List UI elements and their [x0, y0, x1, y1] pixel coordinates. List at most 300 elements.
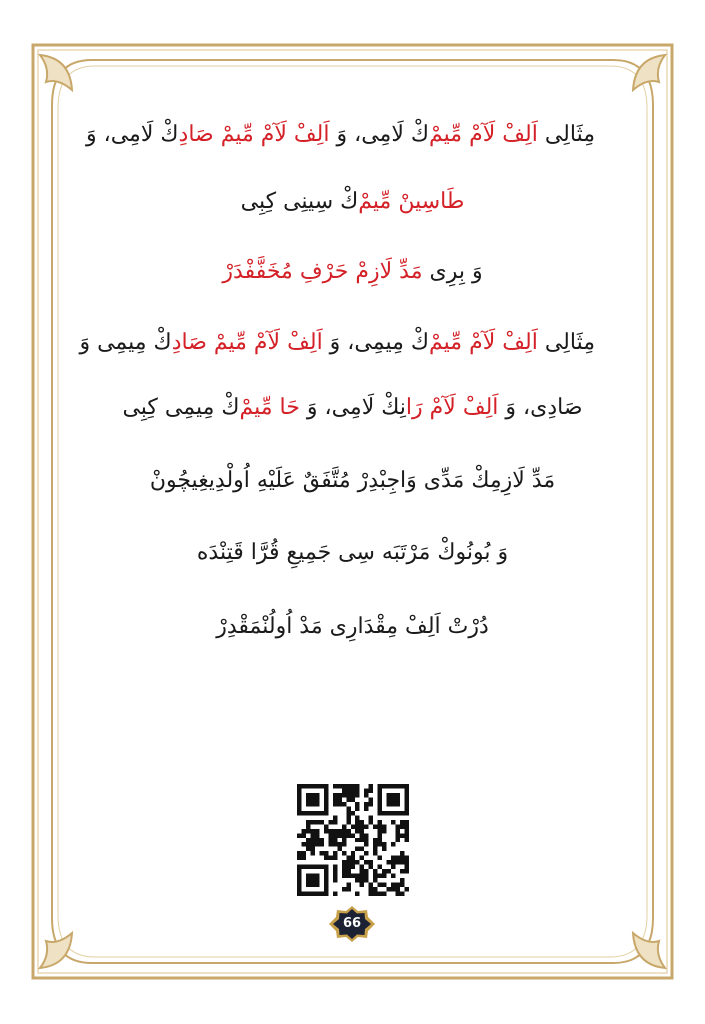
qr-module: [310, 797, 314, 801]
text-line-8: [110, 612, 595, 642]
qr-module: [400, 856, 404, 860]
qr-module: [405, 802, 409, 806]
qr-module: [364, 788, 368, 792]
qr-module: [319, 851, 323, 855]
qr-module: [355, 847, 359, 851]
qr-module: [324, 874, 328, 878]
qr-module: [369, 802, 373, 806]
qr-module: [369, 883, 373, 887]
qr-module: [355, 860, 359, 864]
qr-module: [297, 806, 301, 810]
qr-module: [310, 793, 314, 797]
qr-module: [342, 833, 346, 837]
qr-module: [301, 829, 305, 833]
qr-module: [369, 887, 373, 891]
qr-module: [346, 811, 350, 815]
qr-module: [346, 860, 350, 864]
qr-module: [306, 802, 310, 806]
qr-module: [301, 865, 305, 869]
qr-module: [306, 797, 310, 801]
qr-module: [310, 838, 314, 842]
qr-module: [297, 802, 301, 806]
qr-module: [382, 842, 386, 846]
qr-module: [391, 883, 395, 887]
qr-module: [391, 797, 395, 801]
segment: وَ بِرِى: [422, 259, 483, 284]
segment-highlight: طَاسِينْ مِّيمْ: [358, 189, 465, 214]
segment-highlight: اَلِفْ لَآمْ مِّيمْ: [429, 330, 538, 355]
segment: ﻙْ لَامِى، وَ: [86, 122, 179, 147]
qr-module: [324, 788, 328, 792]
qr-module: [315, 793, 319, 797]
qr-module: [315, 802, 319, 806]
qr-module: [351, 788, 355, 792]
qr-module: [342, 865, 346, 869]
qr-module: [378, 802, 382, 806]
qr-module: [360, 820, 364, 824]
qr-module: [396, 802, 400, 806]
qr-module: [387, 793, 391, 797]
qr-module: [396, 811, 400, 815]
qr-module: [319, 811, 323, 815]
qr-module: [405, 788, 409, 792]
qr-module: [396, 838, 400, 842]
qr-module: [324, 865, 328, 869]
qr-module: [369, 860, 373, 864]
qr-module: [333, 851, 337, 855]
qr-module: [387, 802, 391, 806]
qr-module: [315, 878, 319, 882]
qr-module: [324, 869, 328, 873]
qr-module: [351, 874, 355, 878]
qr-module: [306, 878, 310, 882]
qr-module: [346, 833, 350, 837]
qr-module: [373, 869, 377, 873]
qr-module: [351, 860, 355, 864]
qr-module: [355, 874, 359, 878]
qr-module: [351, 784, 355, 788]
qr-module: [342, 838, 346, 842]
qr-module: [301, 892, 305, 896]
qr-module: [364, 802, 368, 806]
segment: صَادِى، وَ: [498, 395, 583, 420]
qr-module: [373, 892, 377, 896]
qr-module: [324, 856, 328, 860]
qr-module: [337, 793, 341, 797]
qr-module: [351, 824, 355, 828]
qr-module: [306, 865, 310, 869]
qr-module: [405, 887, 409, 891]
qr-module: [328, 829, 332, 833]
qr-module: [400, 824, 404, 828]
qr-module: [310, 833, 314, 837]
qr-module: [315, 838, 319, 842]
qr-module: [346, 829, 350, 833]
qr-module: [324, 797, 328, 801]
qr-module: [319, 865, 323, 869]
qr-module: [297, 788, 301, 792]
qr-module: [355, 838, 359, 842]
qr-module: [319, 892, 323, 896]
qr-module: [396, 856, 400, 860]
qr-module: [337, 784, 341, 788]
qr-module: [310, 802, 314, 806]
qr-module: [391, 865, 395, 869]
qr-module: [324, 784, 328, 788]
segment: دُرْتْ اَلِفْ مِقْدَارِى مَدْ اُولُنْمَقْدِرْ: [216, 614, 489, 639]
qr-module: [378, 883, 382, 887]
qr-module: [355, 892, 359, 896]
segment: وَ بُونُوكْ مَرْتَبَه سِى جَمِيعِ قُرَّا قَتِنْدَه: [196, 540, 509, 565]
qr-module: [342, 874, 346, 878]
qr-module: [351, 811, 355, 815]
segment-highlight: مَدِّ لَازِمْ حَرْفِ مُخَفَّفْدَرْ: [222, 259, 423, 284]
qr-module: [297, 784, 301, 788]
qr-module: [333, 797, 337, 801]
qr-module: [310, 878, 314, 882]
qr-module: [355, 802, 359, 806]
qr-module: [373, 851, 377, 855]
qr-module: [306, 820, 310, 824]
qr-module: [382, 847, 386, 851]
qr-module: [297, 865, 301, 869]
qr-module: [333, 802, 337, 806]
qr-module: [315, 820, 319, 824]
qr-module: [378, 833, 382, 837]
corner-ornament-bottom-left: [40, 933, 72, 968]
qr-module: [378, 784, 382, 788]
qr-module: [400, 883, 404, 887]
qr-module: [360, 856, 364, 860]
qr-module: [346, 874, 350, 878]
qr-module: [369, 784, 373, 788]
qr-module: [391, 842, 395, 846]
qr-module: [360, 824, 364, 828]
qr-module: [346, 887, 350, 891]
qr-module: [396, 887, 400, 891]
qr-module: [333, 784, 337, 788]
qr-module: [391, 793, 395, 797]
qr-module: [364, 869, 368, 873]
qr-module: [351, 797, 355, 801]
qr-module: [382, 869, 386, 873]
qr-module: [333, 842, 337, 846]
qr-module: [310, 842, 314, 846]
qr-module: [400, 860, 404, 864]
qr-module: [324, 829, 328, 833]
qr-module: [351, 833, 355, 837]
qr-module: [378, 829, 382, 833]
qr-module: [342, 788, 346, 792]
qr-module: [342, 842, 346, 846]
qr-module: [373, 878, 377, 882]
qr-module: [364, 833, 368, 837]
qr-module: [337, 847, 341, 851]
qr-module: [405, 856, 409, 860]
qr-module: [342, 869, 346, 873]
segment: ﻙْ مِيمِى كِبِى: [122, 395, 240, 420]
qr-module: [324, 887, 328, 891]
qr-module: [342, 793, 346, 797]
qr-module: [391, 887, 395, 891]
qr-module: [306, 842, 310, 846]
qr-module: [382, 824, 386, 828]
qr-module: [355, 820, 359, 824]
segment: ﻙْ سِينِى كِبِى: [240, 189, 359, 214]
qr-module: [405, 784, 409, 788]
qr-module: [355, 815, 359, 819]
qr-module: [346, 820, 350, 824]
segment-highlight: حَا مِّيمْ: [239, 395, 300, 420]
qr-module: [324, 892, 328, 896]
qr-module: [297, 883, 301, 887]
qr-module: [396, 860, 400, 864]
qr-module: [310, 820, 314, 824]
text-line-7: [110, 538, 595, 568]
qr-module: [382, 811, 386, 815]
qr-module: [333, 815, 337, 819]
qr-module: [328, 856, 332, 860]
qr-module: [378, 788, 382, 792]
qr-module: [360, 878, 364, 882]
qr-module: [310, 811, 314, 815]
segment-highlight: اَلِفْ لَآمْ مِّيمْ: [429, 122, 538, 147]
qr-module: [378, 892, 382, 896]
qr-module: [351, 793, 355, 797]
qr-module: [360, 869, 364, 873]
segment: ﻙْ مِيمِى وَ: [79, 330, 172, 355]
qr-module: [355, 829, 359, 833]
corner-ornament-top-right: [633, 55, 665, 90]
corner-ornament-bottom-right: [633, 933, 665, 968]
qr-module: [301, 851, 305, 855]
qr-module: [405, 811, 409, 815]
qr-module: [310, 851, 314, 855]
qr-module: [337, 833, 341, 837]
qr-module: [297, 856, 301, 860]
qr-module: [333, 838, 337, 842]
qr-module: [382, 883, 386, 887]
qr-module: [391, 820, 395, 824]
qr-module: [342, 802, 346, 806]
qr-module: [391, 784, 395, 788]
qr-module: [391, 860, 395, 864]
qr-module: [297, 833, 301, 837]
qr-module: [355, 806, 359, 810]
qr-module: [324, 793, 328, 797]
qr-module: [328, 833, 332, 837]
qr-code-icon[interactable]: [297, 784, 409, 896]
qr-module: [337, 802, 341, 806]
qr-module: [346, 793, 350, 797]
qr-module: [378, 856, 382, 860]
qr-module: [333, 856, 337, 860]
qr-module: [306, 883, 310, 887]
qr-module: [315, 874, 319, 878]
qr-module: [387, 860, 391, 864]
qr-module: [360, 865, 364, 869]
qr-module: [342, 829, 346, 833]
qr-module: [333, 829, 337, 833]
qr-module: [319, 838, 323, 842]
qr-module: [297, 851, 301, 855]
qr-module: [396, 883, 400, 887]
qr-module: [333, 892, 337, 896]
qr-module: [405, 860, 409, 864]
qr-module: [310, 874, 314, 878]
qr-module: [378, 865, 382, 869]
qr-module: [297, 811, 301, 815]
qr-module: [378, 842, 382, 846]
qr-module: [360, 847, 364, 851]
text-line-5: [110, 393, 595, 423]
qr-module: [369, 865, 373, 869]
qr-module: [355, 793, 359, 797]
qr-module: [346, 784, 350, 788]
qr-module: [369, 820, 373, 824]
qr-module: [364, 860, 368, 864]
qr-module: [400, 811, 404, 815]
qr-module: [396, 784, 400, 788]
qr-module: [373, 847, 377, 851]
qr-module: [369, 788, 373, 792]
qr-module: [297, 874, 301, 878]
qr-module: [378, 806, 382, 810]
qr-module: [387, 887, 391, 891]
qr-module: [373, 824, 377, 828]
qr-module: [315, 829, 319, 833]
qr-module: [378, 824, 382, 828]
qr-module: [324, 806, 328, 810]
qr-module: [306, 784, 310, 788]
qr-module: [400, 878, 404, 882]
qr-module: [351, 865, 355, 869]
qr-module: [324, 851, 328, 855]
qr-module: [301, 811, 305, 815]
qr-module: [310, 883, 314, 887]
qr-module: [324, 878, 328, 882]
qr-module: [342, 851, 346, 855]
qr-module: [360, 874, 364, 878]
qr-module: [378, 838, 382, 842]
qr-module: [373, 874, 377, 878]
qr-module: [355, 788, 359, 792]
segment: مِثَالِى: [537, 330, 595, 355]
segment-highlight: اَلِفْ لَآمْ رَا: [405, 395, 499, 420]
qr-module: [405, 806, 409, 810]
qr-module: [342, 860, 346, 864]
qr-module: [306, 793, 310, 797]
qr-module: [360, 829, 364, 833]
qr-module: [315, 784, 319, 788]
qr-module: [333, 820, 337, 824]
qr-module: [337, 797, 341, 801]
qr-module: [315, 811, 319, 815]
page-number-badge: [327, 905, 377, 943]
qr-module: [315, 842, 319, 846]
qr-module: [301, 856, 305, 860]
qr-module: [364, 793, 368, 797]
qr-module: [346, 869, 350, 873]
qr-module: [364, 806, 368, 810]
qr-module: [364, 842, 368, 846]
qr-module: [306, 847, 310, 851]
qr-module: [405, 824, 409, 828]
qr-module: [342, 824, 346, 828]
qr-module: [400, 869, 404, 873]
qr-module: [337, 829, 341, 833]
qr-module: [387, 797, 391, 801]
qr-module: [301, 842, 305, 846]
qr-module: [378, 797, 382, 801]
qr-module: [346, 865, 350, 869]
qr-module: [328, 838, 332, 842]
qr-module: [306, 874, 310, 878]
qr-module: [324, 824, 328, 828]
qr-module: [378, 874, 382, 878]
qr-module: [396, 797, 400, 801]
qr-module: [382, 892, 386, 896]
qr-module: [297, 869, 301, 873]
qr-module: [306, 829, 310, 833]
text-line-4: [79, 328, 595, 358]
qr-module: [310, 892, 314, 896]
qr-module: [315, 865, 319, 869]
qr-module: [342, 887, 346, 891]
qr-module: [355, 784, 359, 788]
qr-module: [328, 820, 332, 824]
segment: مِثَالِى: [537, 122, 595, 147]
qr-module: [319, 820, 323, 824]
qr-module: [306, 892, 310, 896]
segment: ﻙْ لَامِى، وَ: [329, 122, 430, 147]
segment: مَدِّ لَازِمِكْ مَدِّى وَاجِبْدِرْ مُتَّفَقٌ عَلَيْهِ اُولْدِيغِيچُونْ: [149, 468, 556, 493]
qr-module: [337, 842, 341, 846]
qr-module: [364, 851, 368, 855]
qr-module: [391, 874, 395, 878]
page-number: 66: [342, 916, 362, 931]
qr-module: [360, 883, 364, 887]
qr-module: [360, 838, 364, 842]
qr-module: [333, 793, 337, 797]
qr-module: [297, 793, 301, 797]
qr-module: [346, 797, 350, 801]
qr-module: [405, 869, 409, 873]
text-line-6: [110, 466, 595, 496]
qr-module: [310, 847, 314, 851]
qr-module: [315, 892, 319, 896]
qr-module: [378, 820, 382, 824]
qr-module: [391, 856, 395, 860]
qr-module: [364, 878, 368, 882]
qr-module: [315, 883, 319, 887]
qr-module: [333, 865, 337, 869]
qr-module: [405, 797, 409, 801]
qr-module: [333, 874, 337, 878]
qr-module: [405, 833, 409, 837]
qr-module: [369, 797, 373, 801]
qr-module: [405, 865, 409, 869]
qr-module: [378, 811, 382, 815]
qr-module: [405, 793, 409, 797]
qr-module: [315, 797, 319, 801]
qr-module: [378, 793, 382, 797]
qr-module: [351, 851, 355, 855]
text-line-2: [110, 187, 595, 217]
segment-highlight: اَلِفْ لَآمْ مِّيمْ صَادِ: [178, 122, 330, 147]
qr-module: [387, 811, 391, 815]
qr-module: [319, 842, 323, 846]
